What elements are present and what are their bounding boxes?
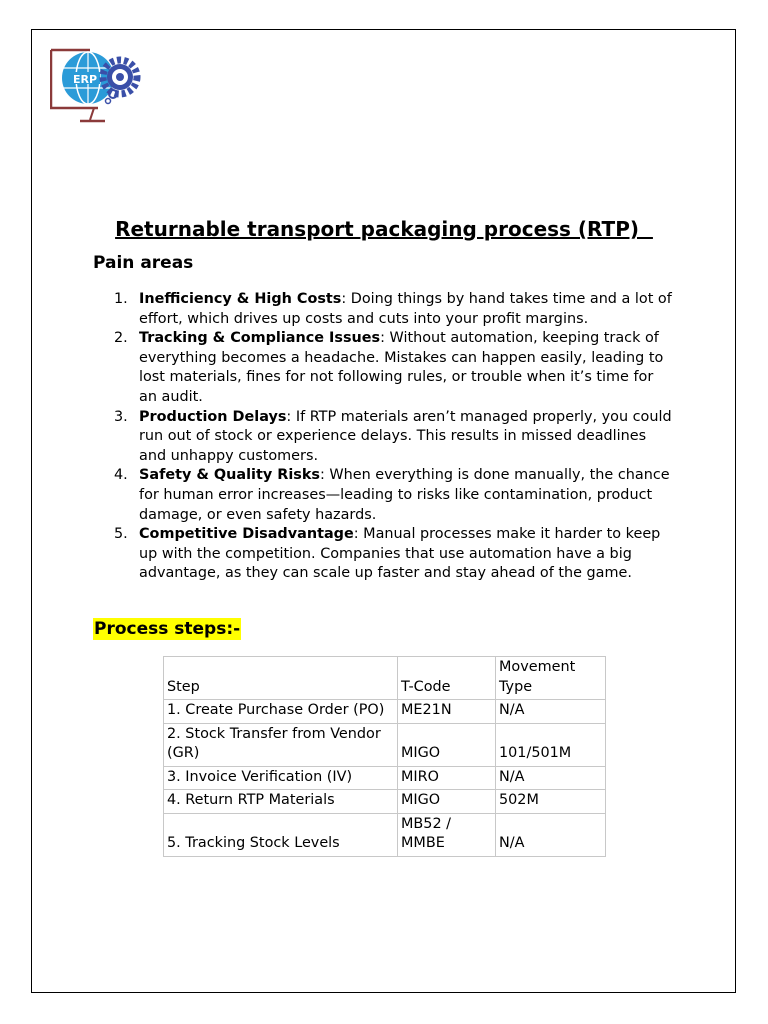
table-cell: 101/501M [496, 723, 606, 766]
item-text: : Without automation, keeping track of everything becomes a headache. Mistakes can happen easily, leading to lost materials, fines for not following rules, or trouble when it’s time for an audit. [139, 330, 664, 405]
item-term: Tracking & Compliance Issues [139, 330, 381, 347]
table-row [164, 700, 606, 724]
erp-globe-gear-icon [50, 46, 142, 124]
table-cell: 2. Stock Transfer from Vendor (GR) [164, 723, 398, 766]
list-item [114, 466, 674, 525]
table-cell: 5. Tracking Stock Levels [164, 813, 398, 856]
table-cell: MB52 / MMBE [398, 813, 496, 856]
table-cell: MIGO [398, 723, 496, 766]
header-cell-step: Step [164, 657, 398, 700]
process-steps-heading: Process steps:- [94, 619, 241, 639]
item-term: Production Delays [139, 408, 287, 425]
item-text: : When everything is done manually, the chance for human error increases—leading to risks like contamination, product damage, or even safety hazards. [139, 467, 670, 523]
item-text: : Doing things by hand takes time and a lot of effort, which drives up costs and cuts into your profit margins. [139, 291, 672, 327]
table-cell: MIRO [398, 766, 496, 790]
list-item [114, 329, 674, 407]
process-steps-table [163, 656, 606, 857]
list-item [114, 408, 674, 467]
table-cell: 3. Invoice Verification (IV) [164, 766, 398, 790]
table-row [164, 790, 606, 814]
document-title: Returnable transport packaging process (RTP) [115, 217, 653, 241]
list-item [114, 525, 674, 584]
table-cell: MIGO [398, 790, 496, 814]
item-number: 2. [114, 330, 128, 347]
header-cell-tcode: T-Code [398, 657, 496, 700]
table-cell: N/A [496, 766, 606, 790]
erp-logo [50, 46, 142, 124]
table-row [164, 766, 606, 790]
item-text: : If RTP materials aren’t managed properly, you could run out of stock or experience delays. This results in missed deadlines and unhappy customers. [139, 408, 672, 464]
item-number: 1. [114, 291, 128, 307]
table-cell: 1. Create Purchase Order (PO) [164, 700, 398, 724]
table-cell: ME21N [398, 700, 496, 724]
pain-areas-heading: Pain areas [93, 253, 194, 273]
svg-text:ERP: ERP [73, 73, 98, 86]
pain-areas-list [114, 290, 674, 584]
table-cell: N/A [496, 700, 606, 724]
table-header-row [164, 657, 606, 700]
item-number: 3. [114, 408, 128, 425]
table-cell: 502M [496, 790, 606, 814]
header-cell-movement-type: Movement Type [496, 657, 606, 700]
list-item [114, 290, 674, 329]
item-term: Inefficiency & High Costs [139, 291, 342, 307]
table-row [164, 813, 606, 856]
table-cell: N/A [496, 813, 606, 856]
item-number: 5. [114, 526, 128, 543]
item-term: Safety & Quality Risks [139, 467, 320, 484]
table-row [164, 723, 606, 766]
item-text: : Manual processes make it harder to keep up with the competition. Companies that use automation have a big advantage, as they can scale up faster and stay ahead of the game. [139, 526, 661, 582]
item-term: Competitive Disadvantage [139, 526, 354, 543]
table-cell: 4. Return RTP Materials [164, 790, 398, 814]
item-number: 4. [114, 467, 128, 484]
